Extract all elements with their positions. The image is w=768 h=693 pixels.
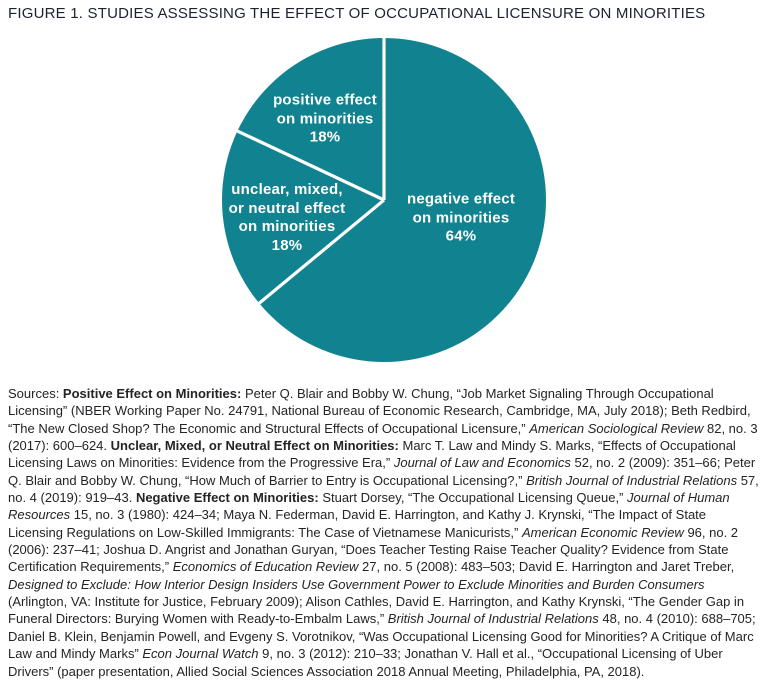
sources-segment-regular: 96, no. 2 (2006): 237–41; Joshua D. Angrist and Jonathan Guryan, “Does Teacher Testing Raise Teacher Quality? Evidence from State Certification Requirements,” <box>8 524 739 575</box>
sources-segment-regular: 27, no. 5 (2008): 483–503; David E. Harrington and Jaret Treber, <box>358 559 735 575</box>
pie-slice-label-line: 18% <box>309 128 341 146</box>
pie-slice-label-line: unclear, mixed, <box>231 181 343 198</box>
sources-segment-regular: Peter Q. Blair and Bobby W. Chung, “Job Market Signaling Through Occupational Licensing” (NBER Working Paper No. 24791, National Bureau of Economic Research, Cambridge, MA, July 2018); Beth Redbird, “The New Closed Shop? The Economic and Structural Effects of Occupational Licensure,” <box>8 386 751 436</box>
sources-segment-regular: Sources: <box>8 386 63 401</box>
figure-title: FIGURE 1. STUDIES ASSESSING THE EFFECT OF OCCUPATIONAL LICENSURE ON MINORITIES <box>8 5 706 22</box>
sources-segment-regular: 9, no. 3 (2012): 210–33; Jonathan V. Hall et al., “Occupational Licensing of Uber Drivers” (paper presentation, Allied Social Sciences Association 2018 Annual Meeting, Philadelphia, PA, 2018). <box>8 646 723 679</box>
pie-slice-label <box>273 91 377 147</box>
pie-slice-label-line: or neutral effect <box>228 199 346 217</box>
pie-slice-label-line: 18% <box>271 236 303 254</box>
pie-slice-label-line: on minorities <box>238 218 336 235</box>
pie-slice-label-line: on minorities <box>412 208 510 226</box>
sources-segment-italic: British Journal of Industrial Relations <box>387 611 599 627</box>
sources-segment-regular: 48, no. 4 (2010): 688–705; Daniel B. Klein, Benjamin Powell, and Evgeny S. Vorotnikov, “Was Occupational Licensing Good for Minorities? A Critique of Marc Law and Mindy Marks” <box>8 611 756 662</box>
sources-segment-regular: Stuart Dorsey, “The Occupational Licensing Queue,” <box>322 490 627 506</box>
sources-segment-italic: Economics of Education Review <box>172 559 359 575</box>
sources-segment-regular: Marc T. Law and Mindy S. Marks, “Effects of Occupational Licensing Laws on Minorities: Evidence from the Progressive Era,” <box>8 438 736 471</box>
pie-slice-label <box>407 190 515 246</box>
sources-segment-italic: Journal of Human Resources <box>8 490 730 523</box>
sources-segment-italic: Designed to Exclude: How Interior Design Insiders Use Government Power to Exclude Minorities and Burden Consumers <box>8 576 705 592</box>
sources-segment-italic: British Journal of Industrial Relations <box>526 472 738 488</box>
pie-slice-label <box>229 181 346 255</box>
sources-segment-italic: American Economic Review <box>521 524 684 540</box>
pie-chart <box>0 26 768 372</box>
pie-slice-label-line: on minorities <box>276 109 374 127</box>
pie-slice-label-line: 64% <box>445 227 477 245</box>
sources-paragraph <box>8 385 762 680</box>
sources-segment-regular: 15, no. 3 (1980): 424–34; Maya N. Federman, David E. Harrington, and Kathy J. Krynski, “The Impact of State Licensing Regulations on Low-Skilled Immigrants: The Case of Vietnamese Manicurists,” <box>8 507 707 540</box>
sources-segment-regular: (Arlington, VA: Institute for Justice, February 2009); Alison Cathles, David E. Harrington, and Kathy Krynski, “The Gender Gap in Funeral Directors: Burying Women with Ready-to-Embalm Laws,” <box>8 594 745 627</box>
sources-segment-regular: 82, no. 3 (2017): 600–624. <box>8 420 758 454</box>
sources-segment-regular: 57, no. 4 (2019): 919–43. <box>8 472 759 506</box>
sources-segment-italic: Econ Journal Watch <box>142 646 259 662</box>
pie-slice-label-line: negative effect <box>406 190 516 208</box>
sources-segment-bold: Negative Effect on Minorities: <box>135 490 323 506</box>
sources-segment-bold: Unclear, Mixed, or Neutral Effect on Minorities: <box>110 438 403 454</box>
sources-segment-bold: Positive Effect on Minorities: <box>62 386 245 401</box>
sources-segment-regular: 52, no. 2 (2009): 351–66; Peter Q. Blair and Bobby W. Chung, “How Much of Barrier to Entry is Occupational Licensing?,” <box>8 455 756 488</box>
pie-slice-label-line: positive effect <box>273 91 377 109</box>
sources-segment-italic: Journal of Law and Economics <box>393 455 571 471</box>
pie-svg <box>0 26 768 372</box>
sources-segment-italic: American Sociological Review <box>529 420 704 436</box>
